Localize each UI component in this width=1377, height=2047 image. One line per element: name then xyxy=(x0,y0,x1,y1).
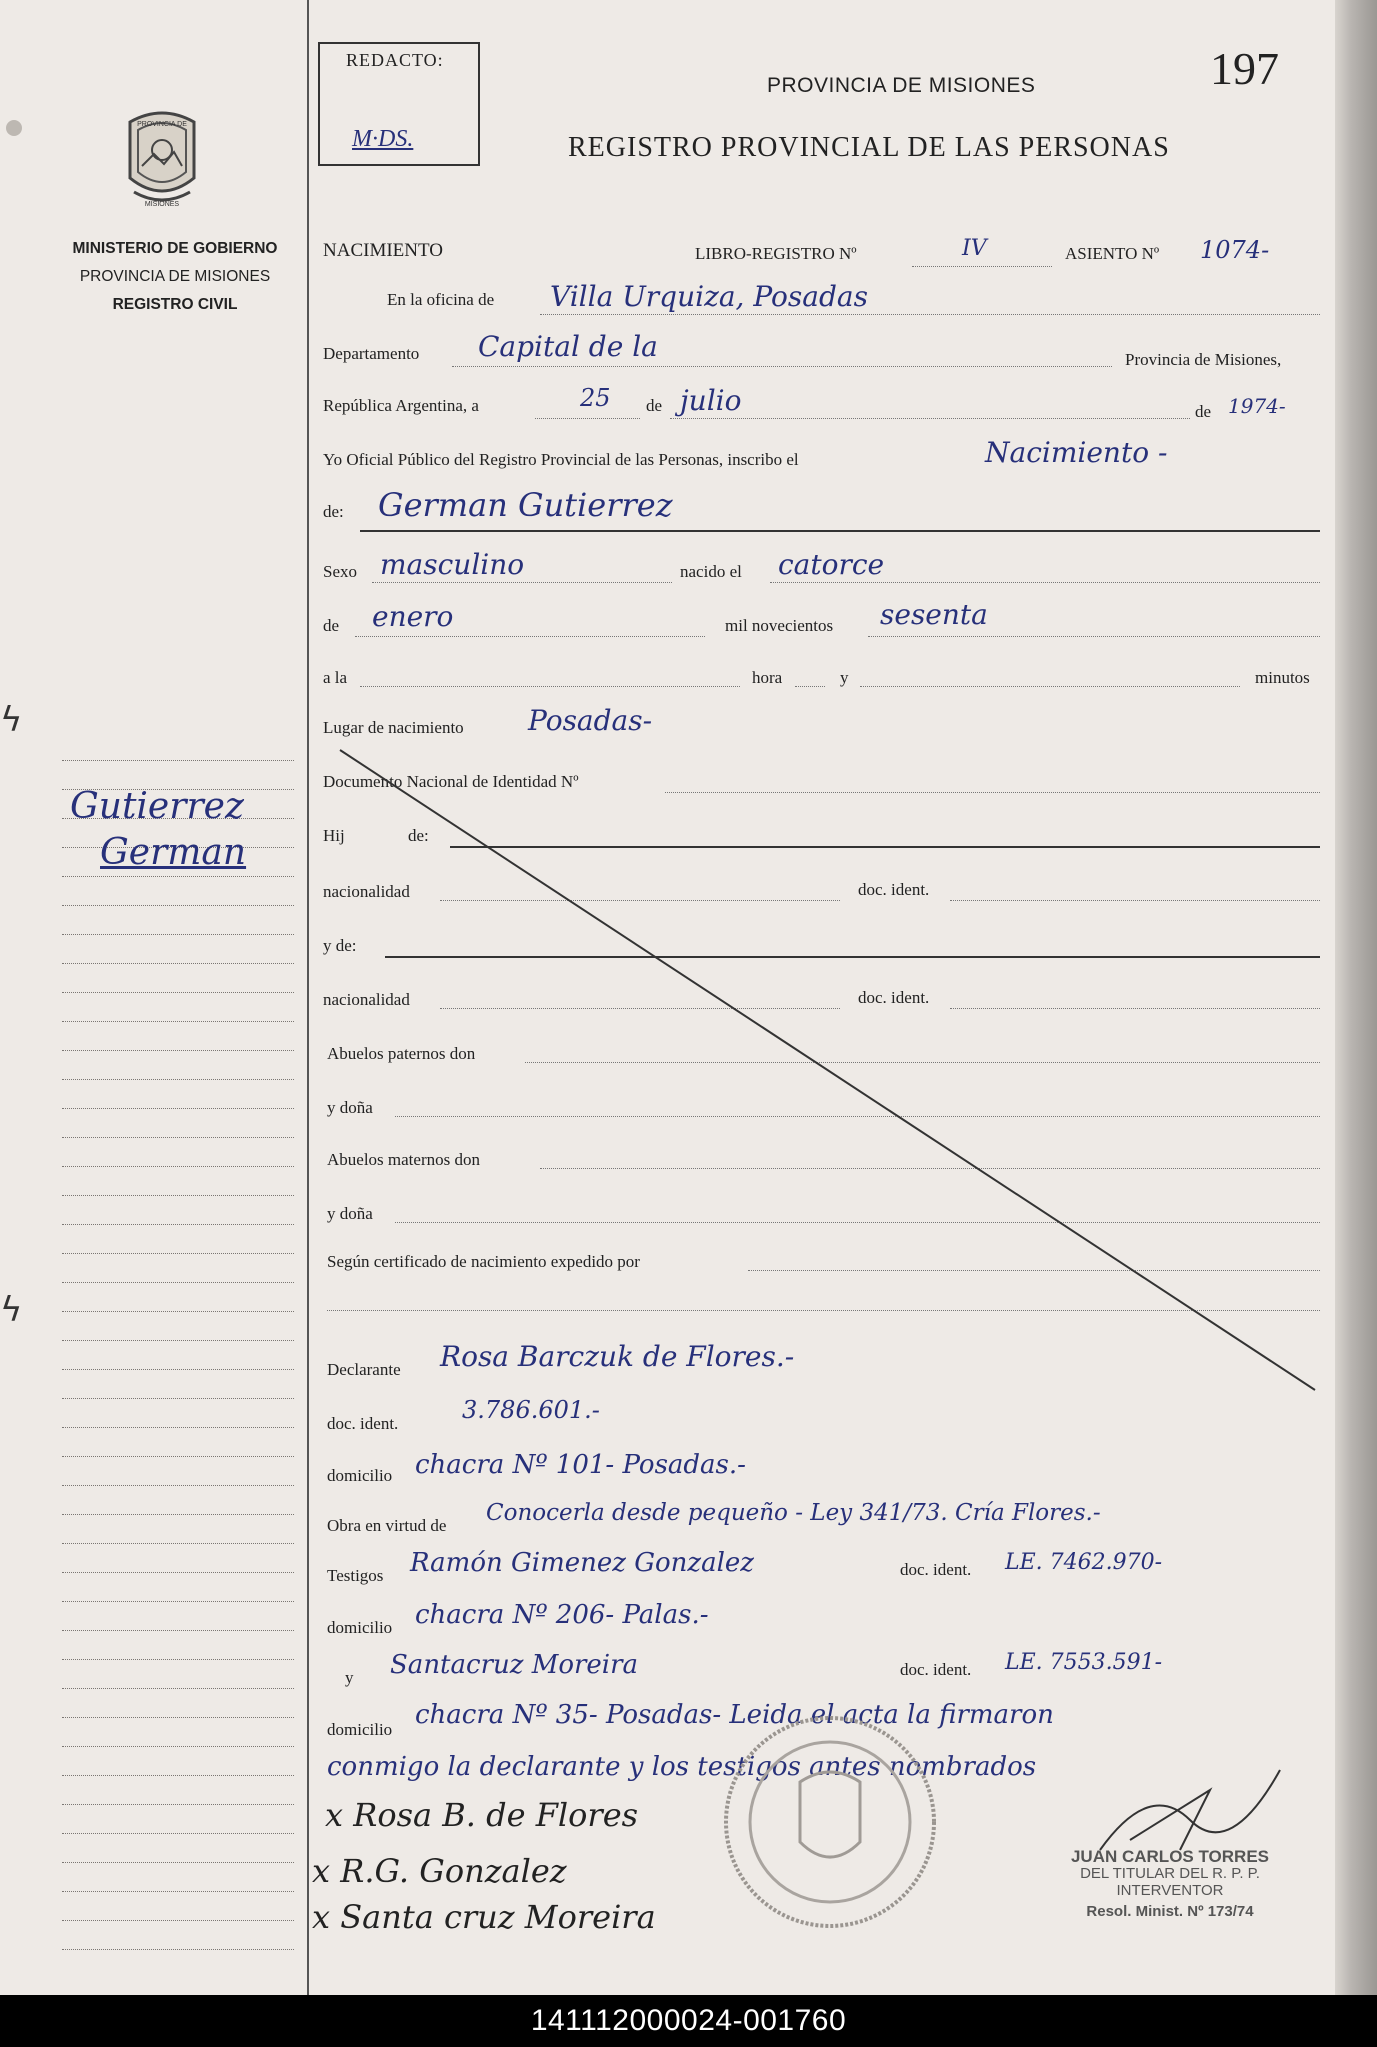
docident-label: doc. ident. xyxy=(327,1414,399,1433)
declarant-signature: x Rosa B. de Flores xyxy=(325,1796,639,1834)
yde-label: y de: xyxy=(323,936,357,955)
doc-ident1-label: doc. ident. xyxy=(858,880,930,899)
mes2-value: enero xyxy=(372,600,454,633)
margin-surname: Gutierrez xyxy=(70,786,244,827)
asiento-value: 1074- xyxy=(1200,236,1270,264)
witness2-signature: x Santa cruz Moreira xyxy=(312,1898,656,1936)
margin-divider xyxy=(307,0,309,1995)
oficina-value: Villa Urquiza, Posadas xyxy=(550,280,868,313)
cancellation-diagonal xyxy=(330,740,1330,1400)
oficial-label: Yo Oficial Público del Registro Provincial de las Personas, inscribo el xyxy=(323,450,799,469)
testigo1-doc-label: doc. ident. xyxy=(900,1560,972,1579)
domicilio3-value: chacra Nº 35- Posadas- Leida el acta la firmaron xyxy=(415,1700,1054,1730)
dia-value: 25 xyxy=(580,384,611,412)
official-signature-block xyxy=(1040,1848,1300,1920)
doc-ident2-label: doc. ident. xyxy=(858,988,930,1007)
binder-clip-icon: ϟ xyxy=(0,700,23,740)
ala-label: a la xyxy=(323,668,348,687)
republica-label: República Argentina, a xyxy=(323,396,479,415)
page-edge xyxy=(1335,0,1377,1995)
y-label: y xyxy=(840,668,849,687)
inscribo-value: Nacimiento - xyxy=(985,436,1168,469)
testigos-label: Testigos xyxy=(327,1566,384,1585)
hora-label: hora xyxy=(752,668,783,687)
redacto-value: M·DS. xyxy=(352,126,414,152)
seal-text-bottom: MISIONES xyxy=(144,201,180,208)
de-year-label: de xyxy=(1195,402,1212,421)
de2-label: de xyxy=(323,616,340,635)
year-value: 1974- xyxy=(1228,394,1286,418)
obra-value: Conocerla desde pequeño - Ley 341/73. Cría Flores.- xyxy=(486,1500,1101,1526)
registry-title: REGISTRO PROVINCIAL DE LAS PERSONAS xyxy=(568,132,1170,163)
nacido-value: catorce xyxy=(778,548,885,581)
official-stamp-icon xyxy=(720,1712,940,1932)
segun-label: Según certificado de nacimiento expedido por xyxy=(327,1252,640,1271)
testigo2-value: Santacruz Moreira xyxy=(390,1650,639,1680)
official-resolution: Resol. Minist. Nº 173/74 xyxy=(1086,1903,1254,1920)
hij-de-label: de: xyxy=(408,826,429,845)
oficina-label: En la oficina de xyxy=(387,290,495,309)
declarante-value: Rosa Barczuk de Flores.- xyxy=(440,1340,795,1373)
nacionalidad2-label: nacionalidad xyxy=(323,990,410,1009)
ydona1-label: y doña xyxy=(327,1098,373,1117)
hij-label: Hij xyxy=(323,826,345,845)
sexo-label: Sexo xyxy=(323,562,357,581)
dni-label: Documento Nacional de Identidad Nº xyxy=(323,772,579,791)
domicilio2-label: domicilio xyxy=(327,1618,393,1637)
record-type: NACIMIENTO xyxy=(323,240,443,261)
mil-value: sesenta xyxy=(880,598,988,631)
nacionalidad1-label: nacionalidad xyxy=(323,882,410,901)
departamento-value: Capital de la xyxy=(478,330,658,363)
mil-label: mil novecientos xyxy=(725,616,834,635)
docident-value: 3.786.601.- xyxy=(462,1396,600,1424)
abuelos-paternos-label: Abuelos paternos don xyxy=(327,1044,476,1063)
declarante-label: Declarante xyxy=(327,1360,401,1379)
seal-text-top: PROVINCIA DE xyxy=(137,121,187,128)
civil-registry-line: REGISTRO CIVIL xyxy=(112,296,238,313)
domicilio3-label: domicilio xyxy=(327,1720,393,1739)
de-name-label: de: xyxy=(323,502,344,521)
domicilio1-label: domicilio xyxy=(327,1466,393,1485)
redacto-label: REDACTO: xyxy=(346,50,444,70)
official-name: JUAN CARLOS TORRES xyxy=(1070,1847,1270,1866)
domicilio2-value: chacra Nº 206- Palas.- xyxy=(415,1600,709,1630)
abuelos-maternos-label: Abuelos maternos don xyxy=(327,1150,480,1169)
nacido-label: nacido el xyxy=(680,562,742,581)
margin-given-name: German xyxy=(100,832,247,873)
de-label: de xyxy=(646,396,663,415)
ministry-line: MINISTERIO DE GOBIERNO xyxy=(72,240,278,257)
province-line: PROVINCIA DE MISIONES xyxy=(79,268,271,285)
libro-label: LIBRO-REGISTRO Nº xyxy=(695,244,857,263)
obra-label: Obra en virtud de xyxy=(327,1516,447,1535)
provincial-seal-icon xyxy=(120,108,204,218)
person-name-value: German Gutierrez xyxy=(378,486,673,524)
closing-text: conmigo la declarante y los testigos antes nombrados xyxy=(327,1752,1037,1782)
provincia-label: Provincia de Misiones, xyxy=(1125,350,1282,369)
redacto-box xyxy=(318,42,480,166)
asiento-label: ASIENTO Nº xyxy=(1065,244,1160,263)
domicilio1-value: chacra Nº 101- Posadas.- xyxy=(415,1450,746,1480)
mes-value: julio xyxy=(680,384,742,417)
binder-clip-icon: ϟ xyxy=(0,1290,23,1330)
official-title: DEL TITULAR DEL R. P. P. xyxy=(1080,1865,1260,1882)
libro-value: IV xyxy=(962,236,987,261)
testigo2-doc-label: doc. ident. xyxy=(900,1660,972,1679)
lugar-value: Posadas- xyxy=(528,704,653,737)
folio-number: 197 xyxy=(1210,43,1279,94)
lugar-label: Lugar de nacimiento xyxy=(323,718,464,737)
departamento-label: Departamento xyxy=(323,344,420,363)
ydona2-label: y doña xyxy=(327,1204,373,1223)
official-role: INTERVENTOR xyxy=(1116,1882,1224,1899)
testigo1-value: Ramón Gimenez Gonzalez xyxy=(410,1548,754,1578)
sexo-value: masculino xyxy=(380,548,525,581)
document-id-footer: 141112000024-001760 xyxy=(0,1995,1377,2047)
official-signature-scribble xyxy=(1090,1760,1290,1860)
testigo1-doc-value: LE. 7462.970- xyxy=(1005,1550,1163,1575)
witness1-signature: x R.G. Gonzalez xyxy=(312,1852,567,1890)
province-title: PROVINCIA DE MISIONES xyxy=(767,74,1036,97)
binder-hole xyxy=(6,120,22,136)
y2-label: y xyxy=(345,1668,354,1687)
testigo2-doc-value: LE. 7553.591- xyxy=(1005,1650,1163,1675)
minutos-label: minutos xyxy=(1255,668,1310,687)
